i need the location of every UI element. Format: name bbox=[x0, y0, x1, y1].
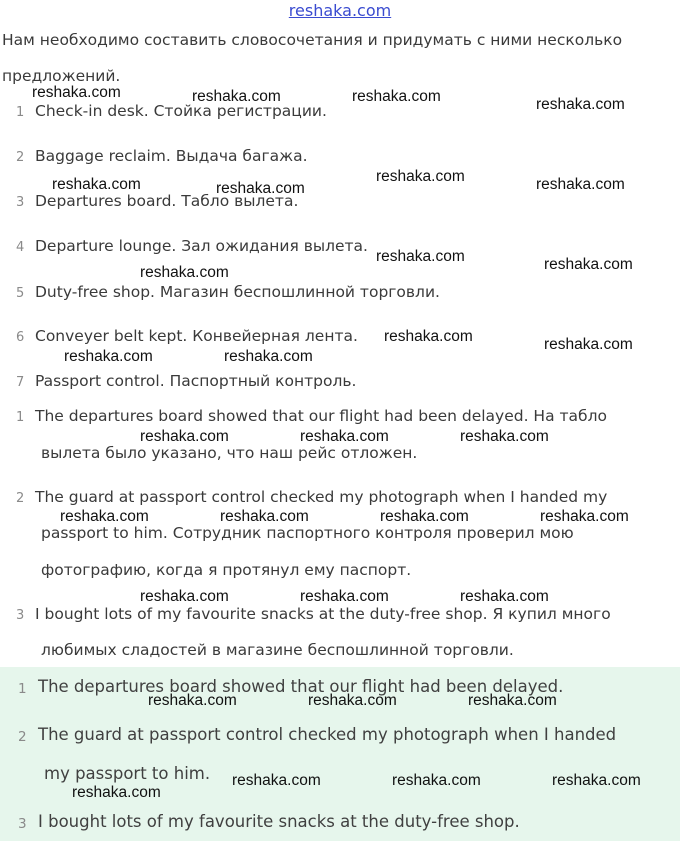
sentence-line: passport to him. Сотрудник паспортного контроля проверил мою bbox=[41, 524, 574, 542]
sentence-line: вылета было указано, что наш рейс отложен. bbox=[41, 444, 418, 462]
phrase-item: Departure lounge. Зал ожидания вылета. bbox=[35, 237, 368, 255]
phrase-number: 2 bbox=[16, 150, 25, 165]
watermark: reshaka.com bbox=[32, 84, 121, 101]
sentence-line: The departures board showed that our flight had been delayed. На табло bbox=[35, 407, 607, 425]
watermark: reshaka.com bbox=[300, 428, 389, 445]
watermark: reshaka.com bbox=[224, 348, 313, 365]
watermark: reshaka.com bbox=[216, 180, 305, 197]
watermark: reshaka.com bbox=[392, 772, 481, 789]
phrase-number: 1 bbox=[16, 105, 25, 120]
phrase-item: Baggage reclaim. Выдача багажа. bbox=[35, 147, 308, 165]
watermark: reshaka.com bbox=[376, 168, 465, 185]
phrase-number: 6 bbox=[16, 330, 25, 345]
watermark: reshaka.com bbox=[536, 96, 625, 113]
watermark: reshaka.com bbox=[460, 588, 549, 605]
watermark: reshaka.com bbox=[148, 692, 237, 709]
watermark: reshaka.com bbox=[64, 348, 153, 365]
sentence-line: фотографию, когда я протянул ему паспорт. bbox=[41, 561, 412, 579]
sentence-line: любимых сладостей в магазине беспошлинной торговли. bbox=[41, 641, 514, 659]
watermark: reshaka.com bbox=[384, 328, 473, 345]
phrase-number: 3 bbox=[16, 195, 25, 210]
phrase-number: 4 bbox=[16, 240, 25, 255]
answer-line: The guard at passport control checked my photograph when I handed bbox=[38, 725, 617, 744]
watermark: reshaka.com bbox=[540, 508, 629, 525]
phrase-number: 5 bbox=[16, 286, 25, 301]
phrase-item: Departures board. Табло вылета. bbox=[35, 192, 299, 210]
sentence-number: 1 bbox=[16, 410, 25, 425]
watermark: reshaka.com bbox=[52, 176, 141, 193]
answer-number: 3 bbox=[18, 816, 27, 832]
watermark: reshaka.com bbox=[552, 772, 641, 789]
sentence-number: 3 bbox=[16, 608, 25, 623]
watermark: reshaka.com bbox=[380, 508, 469, 525]
watermark: reshaka.com bbox=[300, 588, 389, 605]
answer-line: my passport to him. bbox=[44, 764, 211, 783]
answer-line: The departures board showed that our flight had been delayed. bbox=[38, 677, 564, 696]
watermark: reshaka.com bbox=[376, 248, 465, 265]
intro-line-2: предложений. bbox=[2, 67, 121, 85]
watermark: reshaka.com bbox=[544, 256, 633, 273]
watermark: reshaka.com bbox=[192, 88, 281, 105]
watermark: reshaka.com bbox=[460, 428, 549, 445]
phrase-item: Passport control. Паспортный контроль. bbox=[35, 372, 357, 390]
phrase-number: 7 bbox=[16, 375, 25, 390]
sentence-number: 2 bbox=[16, 491, 25, 506]
watermark: reshaka.com bbox=[232, 772, 321, 789]
watermark: reshaka.com bbox=[352, 88, 441, 105]
watermark: reshaka.com bbox=[60, 508, 149, 525]
answer-number: 2 bbox=[18, 729, 27, 745]
answer-line: I bought lots of my favourite snacks at the duty-free shop. bbox=[38, 812, 520, 831]
phrase-item: Conveyer belt kept. Конвейерная лента. bbox=[35, 327, 358, 345]
watermark: reshaka.com bbox=[140, 264, 229, 281]
watermark: reshaka.com bbox=[140, 428, 229, 445]
watermark: reshaka.com bbox=[220, 508, 309, 525]
site-link[interactable]: reshaka.com bbox=[288, 1, 392, 20]
phrase-item: Check-in desk. Стойка регистрации. bbox=[35, 102, 327, 120]
sentence-line: The guard at passport control checked my photograph when I handed my bbox=[35, 488, 608, 506]
answer-number: 1 bbox=[18, 681, 27, 697]
watermark: reshaka.com bbox=[536, 176, 625, 193]
phrase-item: Duty-free shop. Магазин беспошлинной торговли. bbox=[35, 283, 440, 301]
intro-line-1: Нам необходимо составить словосочетания и придумать с ними несколько bbox=[2, 31, 623, 49]
sentence-line: I bought lots of my favourite snacks at the duty-free shop. Я купил много bbox=[35, 605, 611, 623]
watermark: reshaka.com bbox=[468, 692, 557, 709]
watermark: reshaka.com bbox=[308, 692, 397, 709]
watermark: reshaka.com bbox=[544, 336, 633, 353]
watermark: reshaka.com bbox=[140, 588, 229, 605]
watermark: reshaka.com bbox=[72, 784, 161, 801]
